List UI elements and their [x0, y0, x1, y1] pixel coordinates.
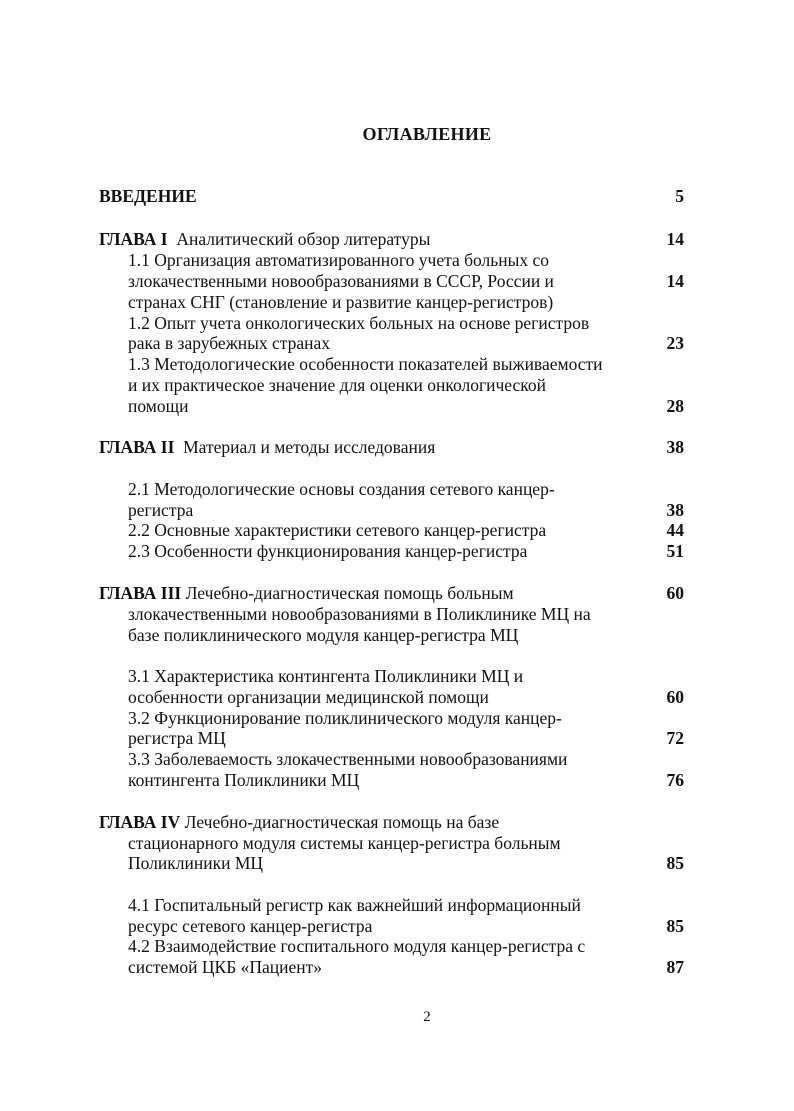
toc-chapter-4-label: ГЛАВА IV	[99, 812, 181, 832]
toc-intro-page: 5	[675, 186, 684, 206]
toc-chapter-4-page: 85	[666, 853, 684, 873]
toc-chapter-3-title-line: Лечебно-диагностическая помощь больным	[185, 583, 514, 603]
toc-section-4-1-line: ресурс сетевого канцер-регистра	[128, 916, 373, 936]
toc-chapter-1-label: ГЛАВА I	[99, 229, 168, 249]
toc-section-3-1-line: 3.1 Характеристика контингента Поликлиники МЦ и	[128, 666, 524, 686]
toc-chapter-3-heading	[99, 583, 514, 604]
toc-chapter-2-label: ГЛАВА II	[99, 437, 175, 457]
page-number: 2	[423, 1009, 431, 1025]
toc-section-1-1-line: странах СНГ (становление и развитие канцер-регистров)	[128, 292, 554, 312]
toc-section-3-3-page: 76	[666, 770, 684, 790]
toc-section-2-3-line: 2.3 Особенности функционирования канцер-регистра	[128, 541, 528, 561]
toc-chapter-4-title-line: Поликлиники МЦ	[128, 853, 264, 873]
toc-chapter-3-title-line: злокачественными новообразованиями в Поликлинике МЦ на	[128, 604, 591, 624]
toc-section-1-3-line: 1.3 Методологические особенности показателей выживаемости	[128, 354, 603, 374]
toc-section-1-3-line: помощи	[128, 396, 189, 416]
toc-section-3-2-page: 72	[666, 728, 684, 748]
toc-section-1-1-line: 1.1 Организация автоматизированного учета больных со	[128, 250, 550, 270]
toc-section-1-2-page: 23	[666, 333, 684, 353]
toc-section-3-2-line: 3.2 Функционирование поликлинического модуля канцер-	[128, 708, 562, 728]
toc-chapter-3-title-line: базе поликлинического модуля канцер-регистра МЦ	[128, 625, 519, 645]
toc-section-3-1-line: особенности организации медицинской помощи	[128, 687, 489, 707]
toc-section-2-2-page: 44	[666, 520, 684, 540]
toc-section-1-1-line: злокачественными новообразованиями в СССР, России и	[128, 271, 554, 291]
toc-section-1-3-line: и их практическое значение для оценки онкологической	[128, 375, 547, 395]
toc-chapter-1-heading	[99, 229, 430, 250]
toc-chapter-1-page: 14	[666, 229, 684, 249]
toc-section-2-2-line: 2.2 Основные характеристики сетевого канцер-регистра	[128, 520, 547, 540]
toc-chapter-4-title-line: стационарного модуля системы канцер-регистра больным	[128, 833, 561, 853]
toc-section-3-1-page: 60	[666, 687, 684, 707]
toc-section-1-2-line: 1.2 Опыт учета онкологических больных на основе регистров	[128, 313, 590, 333]
toc-section-4-2-line: системой ЦКБ «Пациент»	[128, 957, 323, 977]
toc-section-2-1-line: регистра	[128, 500, 194, 520]
toc-section-1-1-page: 14	[666, 271, 684, 291]
toc-section-2-1-page: 38	[666, 500, 684, 520]
toc-section-1-3-page: 28	[666, 396, 684, 416]
page-title: ОГЛАВЛЕНИЕ	[362, 124, 492, 144]
toc-chapter-3-page: 60	[666, 583, 684, 603]
toc-section-2-1-line: 2.1 Методологические основы создания сетевого канцер-	[128, 479, 555, 499]
toc-section-3-3-line: 3.3 Заболеваемость злокачественными новообразованиями	[128, 749, 568, 769]
toc-chapter-4-heading	[99, 812, 499, 833]
toc-section-4-1-page: 85	[666, 916, 684, 936]
toc-chapter-2-page: 38	[666, 437, 684, 457]
toc-section-3-2-line: регистра МЦ	[128, 728, 226, 748]
toc-section-2-3-page: 51	[666, 541, 684, 561]
toc-section-3-3-line: контингента Поликлиники МЦ	[128, 770, 360, 790]
toc-chapter-2-title: Материал и методы исследования	[183, 437, 436, 457]
toc-section-4-1-line: 4.1 Госпитальный регистр как важнейший информационный	[128, 895, 581, 915]
toc-chapter-1-title: Аналитический обзор литературы	[176, 229, 431, 249]
toc-chapter-3-label: ГЛАВА III	[99, 583, 182, 603]
toc-chapter-4-title-line: Лечебно-диагностическая помощь на базе	[184, 812, 500, 832]
toc-section-4-2-page: 87	[666, 957, 684, 977]
toc-intro-label: ВВЕДЕНИЕ	[99, 186, 197, 206]
toc-section-1-2-line: рака в зарубежных странах	[128, 333, 331, 353]
toc-section-4-2-line: 4.2 Взаимодействие госпитального модуля канцер-регистра с	[128, 936, 586, 956]
toc-chapter-2-heading	[99, 437, 435, 458]
